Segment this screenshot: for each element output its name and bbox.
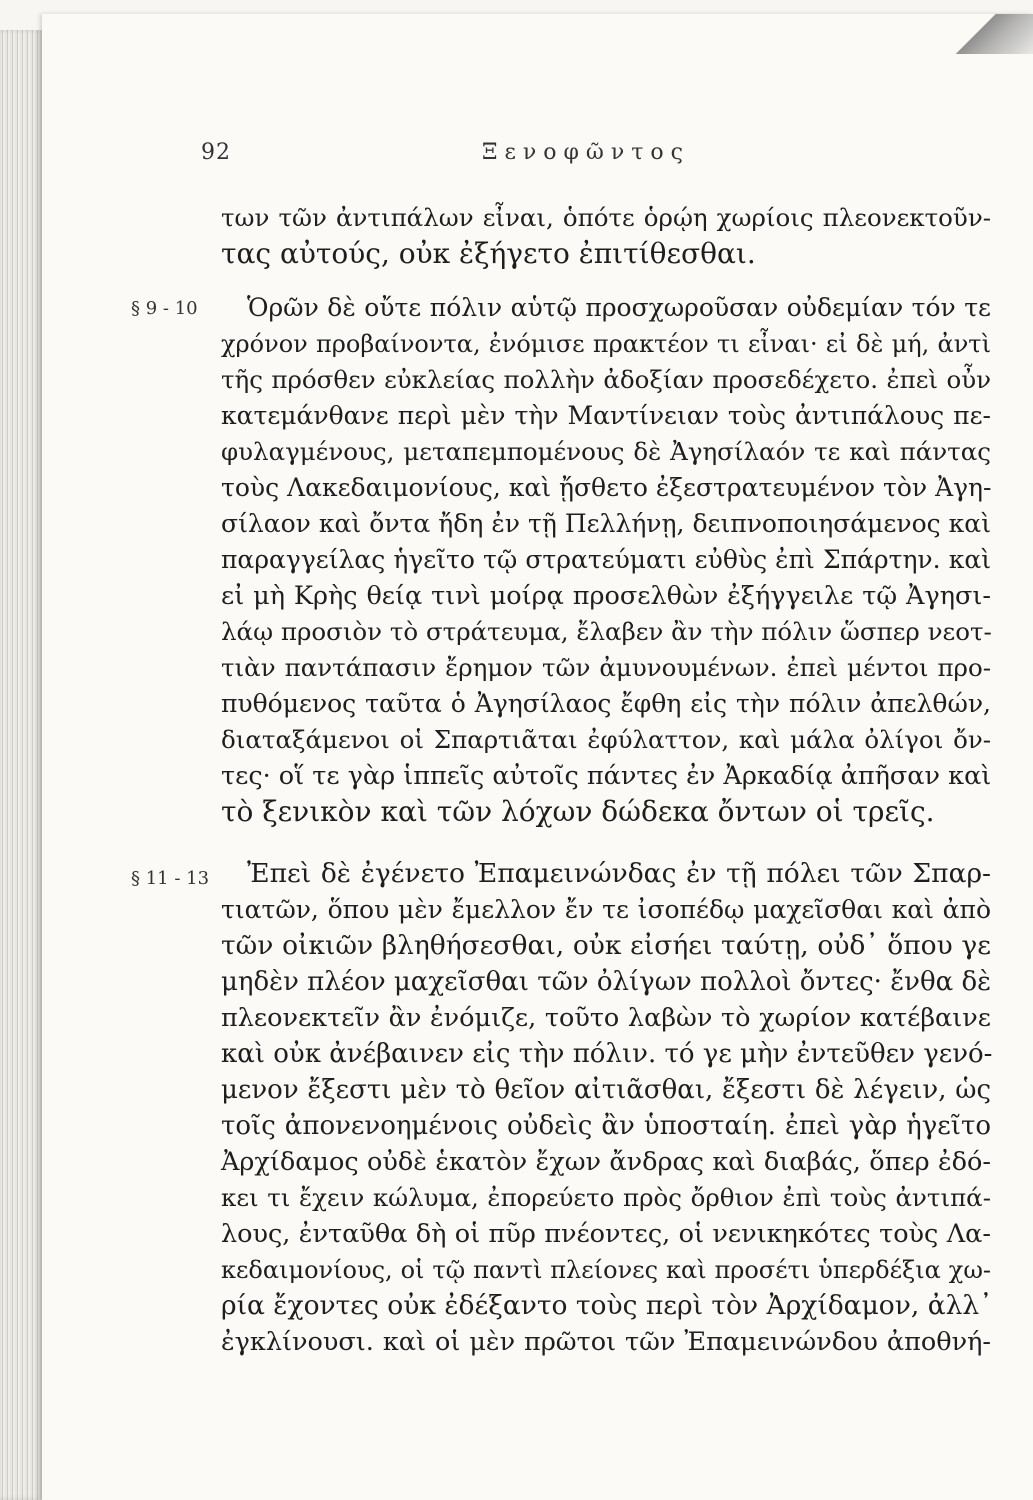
text-line: τιὰν παντάπασιν ἔρημον τῶν ἀμυνουμένων. ἐπεὶ μέντοι προ- — [221, 653, 991, 682]
page-number: 92 — [201, 140, 231, 165]
text-line: μενον ἔξεστι μὲν τὸ θεῖον αἰτιᾶσθαι, ἔξεστι δὲ λέγειν, ὡς — [221, 1075, 991, 1105]
text-line: λάῳ προσιὸν τὸ στράτευμα, ἔλαβεν ἂν τὴν πόλιν ὥσπερ νεοτ- — [221, 617, 992, 646]
text-line: τῆς πρόσθεν εὐκλείας πολλὴν ἀδοξίαν προσεδέχετο. ἐπεὶ οὖν — [221, 365, 991, 394]
text-line: κατεμάνθανε περὶ μὲν τὴν Μαντίνειαν τοὺς ἀντιπάλους πε- — [221, 401, 991, 430]
text-line: τιατῶν, ὅπου μὲν ἔμελλον ἔν τε ἰσοπέδῳ μαχεῖσθαι καὶ ἀπὸ — [221, 895, 991, 924]
text-line: των τῶν ἀντιπάλων εἶναι, ὁπότε ὁρῴη χωρίοις πλεονεκτοῦν- — [221, 203, 991, 232]
page-edge-stack — [0, 30, 42, 1500]
text-line: τὸ ξενικὸν καὶ τῶν λόχων δώδεκα ὄντων οἱ τρεῖς. — [221, 795, 935, 828]
text-line: λους, ἐνταῦθα δὴ οἱ πῦρ πνέοντες, οἱ νενικηκότες τοὺς Λα- — [221, 1219, 991, 1249]
text-line: σίλαον καὶ ὄντα ἤδη ἐν τῇ Πελλήνῃ, δειπνοποιησάμενος καὶ — [221, 509, 991, 538]
scan-corner-shadow — [943, 14, 1033, 54]
section-marker: § 9 - 10 — [131, 298, 198, 319]
text-line: Ὁρῶν δὲ οὔτε πόλιν αὑτῷ προσχωροῦσαν οὐδεμίαν τόν τε — [247, 293, 991, 322]
text-line: τας αὐτούς, οὐκ ἐξήγετο ἐπιτίθεσθαι. — [221, 237, 756, 270]
text-line: ρία ἔχοντες οὐκ ἐδέξαντο τοὺς περὶ τὸν Ἀρχίδαμον, ἀλλ᾽ — [221, 1290, 993, 1321]
text-line: Ἀρχίδαμος οὐδὲ ἑκατὸν ἔχων ἄνδρας καὶ διαβάς, ὅπερ ἐδό- — [221, 1147, 991, 1177]
text-line: Ἐπεὶ δὲ ἐγένετο Ἐπαμεινώνδας ἐν τῇ πόλει τῶν Σπαρ- — [247, 858, 991, 889]
text-line: διαταξάμενοι οἱ Σπαρτιᾶται ἐφύλαττον, καὶ μάλα ὀλίγοι ὄν- — [221, 725, 991, 754]
section-marker: § 11 - 13 — [131, 868, 210, 889]
text-line: κει τι ἔχειν κώλυμα, ἐπορεύετο πρὸς ὄρθιον ἐπὶ τοὺς ἀντιπά- — [221, 1183, 991, 1212]
text-line: τοὺς Λακεδαιμονίους, καὶ ᾔσθετο ἐξεστρατευμένον τὸν Ἀγη- — [221, 473, 992, 502]
text-line: καὶ οὐκ ἀνέβαινεν εἰς τὴν πόλιν. τό γε μὴν ἐντεῦθεν γενό- — [221, 1039, 993, 1069]
text-line: παραγγείλας ἡγεῖτο τῷ στρατεύματι εὐθὺς ἐπὶ Σπάρτην. καὶ — [221, 545, 991, 574]
text-line: τες· οἵ τε γὰρ ἱππεῖς αὐτοῖς πάντες ἐν Ἀρκαδίᾳ ἀπῆσαν καὶ — [221, 761, 992, 791]
text-line: τοῖς ἀπονενοημένοις οὐδεὶς ἂν ὑποσταίη. ἐπεὶ γὰρ ἡγεῖτο — [221, 1111, 991, 1141]
text-line: κεδαιμονίους, οἱ τῷ παντὶ πλείονες καὶ προσέτι ὑπερδέξια χω- — [221, 1256, 991, 1284]
text-line: φυλαγμένους, μεταπεμπομένους δὲ Ἀγησίλαόν τε καὶ πάντας — [221, 437, 991, 466]
text-line: εἰ μὴ Κρὴς θείᾳ τινὶ μοίρᾳ προσελθὼν ἐξήγγειλε τῷ Ἀγησι- — [221, 581, 991, 611]
text-line: τῶν οἰκιῶν βληθήσεσθαι, οὐκ εἰσήει ταύτῃ, οὐδ᾽ ὅπου γε — [221, 930, 991, 961]
text-line: πλεονεκτεῖν ἂν ἐνόμιζε, τοῦτο λαβὼν τὸ χωρίον κατέβαινε — [221, 1003, 991, 1033]
running-title: Ξενοφῶντος — [482, 140, 690, 165]
text-line: μηδὲν πλέον μαχεῖσθαι τῶν ὀλίγων πολλοὶ ὄντες· ἔνθα δὲ — [221, 967, 992, 997]
text-line: ἐγκλίνουσι. καὶ οἱ μὲν πρῶτοι τῶν Ἐπαμεινώνδου ἀποθνή- — [221, 1327, 991, 1357]
text-line: πυθόμενος ταῦτα ὁ Ἀγησίλαος ἔφθη εἰς τὴν πόλιν ἀπελθών, — [221, 689, 991, 718]
page-header — [0, 140, 1033, 180]
text-line: χρόνον προβαίνοντα, ἐνόμισε πρακτέον τι εἶναι· εἰ δὲ μή, ἀντὶ — [221, 330, 991, 358]
